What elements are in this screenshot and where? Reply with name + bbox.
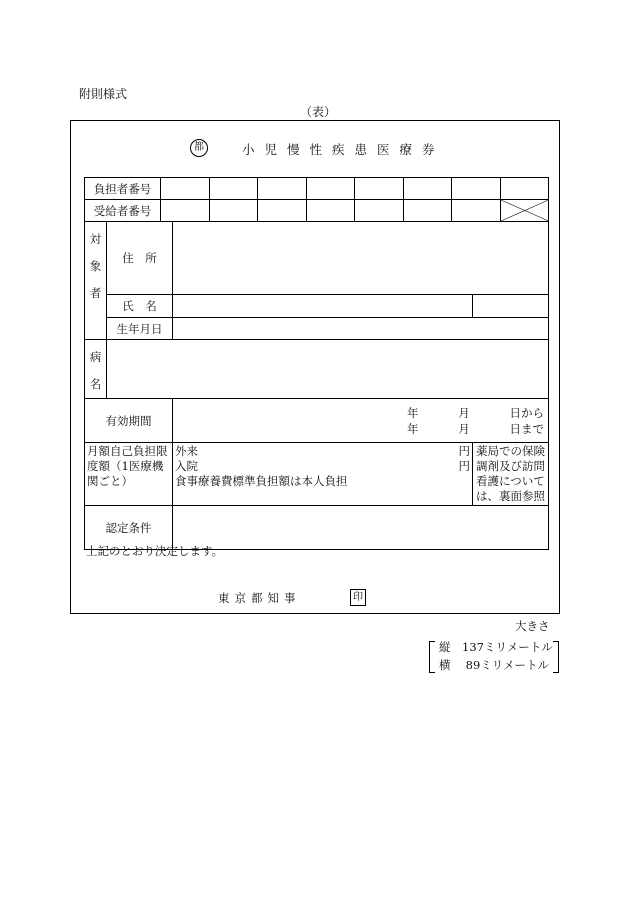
payer-number-cell[interactable] [500,178,549,200]
validity-from-line: 年 月 日から [407,405,544,420]
stamp-icon: 印 [350,589,366,606]
payer-number-cell[interactable] [355,178,404,200]
name-label: 氏 名 [107,295,173,318]
payer-number-row [85,178,549,200]
side-label: （表） [300,105,337,119]
size-label: 大きさ [515,619,550,633]
validity-label: 有効期間 [85,399,173,443]
birthdate-field[interactable] [173,318,549,340]
recipient-number-cell[interactable] [209,200,258,222]
size-height: 縦 137ミリメートル [439,640,553,654]
payer-number-cell[interactable] [209,178,258,200]
number-table [84,177,549,222]
copay-limit-label: 月額自己負担限度額（1医療機関ごと） [85,443,173,506]
name-field[interactable] [173,295,473,318]
payer-number-cell[interactable] [452,178,501,200]
payer-number-cell[interactable] [403,178,452,200]
recipient-number-cell[interactable] [355,200,404,222]
crossed-out-cell [500,200,549,222]
pharmacy-note: 薬局での保険調剤及び訪問看護については、裏面参照 [473,443,549,506]
outpatient-line: 外来 円 [175,444,470,458]
subject-label: 対 象 者 [85,222,107,340]
meal-note: 食事療養費標準負担額は本人負担 [175,474,348,488]
disease-field[interactable] [107,340,549,399]
size-width: 横 89ミリメートル [439,658,550,672]
conditions-label: 認定条件 [85,506,173,550]
recipient-number-row [85,200,549,222]
validity-to-line: 年 月 日まで [407,421,544,436]
copay-limit-amounts[interactable] [173,443,473,506]
decision-text: 上記のとおり決定します。 [86,544,224,558]
name-extra-field[interactable] [473,295,549,318]
payer-number-cell[interactable] [161,178,210,200]
payer-number-cell[interactable] [258,178,307,200]
payer-number-cell[interactable] [306,178,355,200]
payer-number-label: 負担者番号 [85,178,161,200]
bracket-left-icon [429,641,435,673]
size-spec [429,637,559,675]
recipient-number-label: 受給者番号 [85,200,161,222]
card-title-row [190,139,490,159]
recipient-number-cell[interactable] [306,200,355,222]
birthdate-label: 生年月日 [107,318,173,340]
governor-title: 東京都知事 [218,591,301,605]
tokyo-seal-icon: 都 [190,139,208,157]
form-label: 附則様式 [79,87,128,101]
address-field[interactable] [173,222,549,295]
recipient-number-cell[interactable] [403,200,452,222]
address-label: 住 所 [107,222,173,295]
bracket-right-icon [553,641,559,673]
disease-label: 病 名 [85,340,107,399]
cross-icon [501,200,549,221]
recipient-number-cell[interactable] [258,200,307,222]
recipient-number-cell[interactable] [161,200,210,222]
details-table [84,221,549,550]
inpatient-line: 入院 円 [175,459,470,473]
recipient-number-cell[interactable] [452,200,501,222]
card-title: 小児慢性疾患医療券 [242,142,445,157]
validity-dates[interactable] [173,399,549,443]
conditions-field[interactable] [173,506,549,550]
